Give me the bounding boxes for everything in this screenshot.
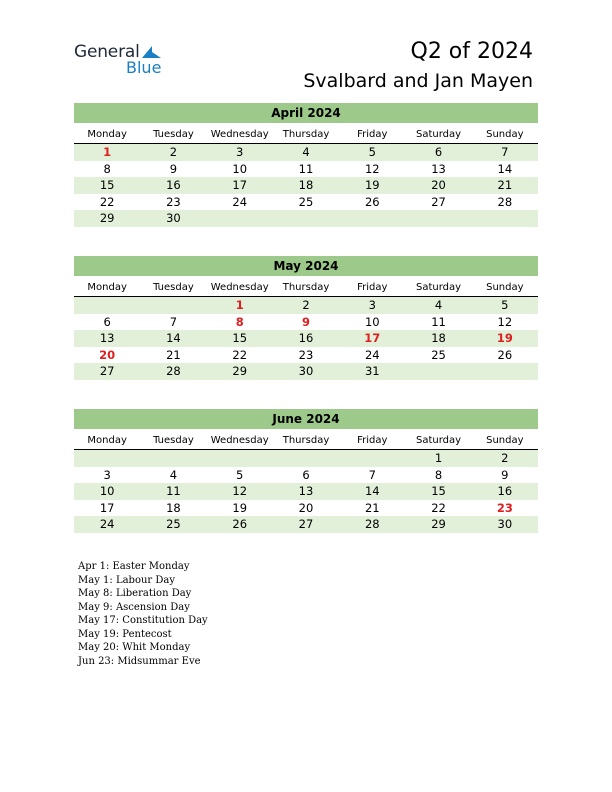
day-cell: 31 [339, 363, 405, 380]
day-cell: 28 [339, 516, 405, 533]
logo-text-blue: Blue [126, 58, 162, 77]
day-cell: 15 [74, 177, 140, 194]
day-cell: 5 [236, 467, 244, 482]
day-cell: 22 [431, 500, 446, 515]
month-calendar-may [74, 256, 538, 380]
day-cell: 4 [405, 297, 471, 314]
day-cell: 18 [166, 500, 181, 515]
day-cell: 29 [74, 210, 140, 227]
day-cell: 5 [339, 144, 405, 161]
day-cell: 27 [431, 194, 446, 209]
holiday-day-cell: 1 [207, 297, 273, 314]
day-cell: 10 [232, 161, 248, 176]
day-cell: 21 [472, 177, 538, 194]
weekday-header: Monday [74, 127, 140, 144]
day-cell: 29 [207, 363, 273, 380]
day-cell: 25 [431, 347, 446, 362]
month-calendar-april [74, 103, 538, 227]
empty-day-cell [273, 210, 339, 227]
day-cell: 28 [140, 363, 206, 380]
weekday-header: Saturday [405, 433, 471, 450]
weekday-header: Friday [339, 433, 405, 450]
month-title: April 2024 [74, 103, 538, 123]
day-cell: 20 [298, 500, 314, 515]
empty-day-cell [405, 210, 471, 227]
holiday-note: May 20: Whit Monday [78, 642, 191, 653]
weekday-header: Monday [74, 433, 140, 450]
day-cell: 19 [339, 177, 405, 194]
day-cell: 24 [74, 516, 140, 533]
day-cell: 3 [339, 297, 405, 314]
day-cell: 9 [169, 161, 178, 176]
holiday-note: May 9: Ascension Day [78, 601, 190, 613]
day-cell: 20 [405, 177, 471, 194]
day-cell: 3 [103, 467, 111, 482]
day-cell: 27 [74, 363, 140, 380]
empty-day-cell [140, 297, 206, 314]
holiday-note: Apr 1: Easter Monday [78, 561, 190, 572]
empty-day-cell [339, 450, 405, 467]
day-cell: 30 [140, 210, 206, 227]
day-cell: 18 [405, 330, 471, 347]
day-cell: 16 [273, 330, 339, 347]
day-cell: 11 [298, 161, 314, 176]
day-cell: 30 [273, 363, 339, 380]
logo-text-general: General [74, 42, 140, 62]
day-cell: 16 [472, 483, 538, 500]
holiday-day-cell: 19 [472, 330, 538, 347]
day-cell: 12 [497, 314, 513, 329]
weekday-header: Thursday [273, 280, 339, 297]
day-cell: 17 [207, 177, 273, 194]
day-cell: 6 [302, 467, 310, 482]
holiday-note: May 1: Labour Day [78, 574, 175, 586]
day-cell: 25 [298, 194, 314, 209]
weekday-header: Saturday [405, 127, 471, 144]
day-cell: 23 [298, 347, 314, 362]
calendar-grid [74, 433, 538, 533]
calendar-grid [74, 127, 538, 227]
day-cell: 8 [434, 467, 443, 482]
day-cell: 15 [405, 483, 471, 500]
holiday-day-cell: 20 [99, 347, 116, 362]
empty-day-cell [207, 450, 273, 467]
holiday-notes [78, 560, 208, 668]
day-cell: 12 [207, 483, 273, 500]
day-cell: 23 [166, 194, 181, 209]
day-cell: 26 [364, 194, 380, 209]
day-cell: 11 [140, 483, 206, 500]
day-cell: 22 [99, 194, 115, 209]
day-cell: 15 [207, 330, 273, 347]
month-title: May 2024 [74, 256, 538, 276]
holiday-day-cell: 23 [496, 500, 513, 515]
holiday-day-cell: 8 [235, 314, 244, 329]
empty-day-cell [472, 210, 538, 227]
empty-day-cell [472, 363, 538, 380]
empty-day-cell [207, 210, 273, 227]
day-cell: 28 [497, 194, 513, 209]
day-cell: 21 [364, 500, 380, 515]
weekday-header: Friday [339, 280, 405, 297]
day-cell: 2 [472, 450, 538, 467]
page-title: Q2 of 2024 [410, 39, 533, 64]
empty-day-cell [273, 450, 339, 467]
day-cell: 9 [501, 467, 509, 482]
month-title: June 2024 [74, 409, 538, 429]
weekday-header: Saturday [405, 280, 471, 297]
day-cell: 4 [169, 467, 178, 482]
day-cell: 18 [273, 177, 339, 194]
brand-logo [74, 42, 174, 78]
day-cell: 19 [232, 500, 248, 515]
day-cell: 24 [364, 347, 380, 362]
weekday-header: Tuesday [140, 433, 206, 450]
day-cell: 12 [364, 161, 380, 176]
day-cell: 14 [339, 483, 405, 500]
day-cell: 1 [405, 450, 471, 467]
day-cell: 7 [472, 144, 538, 161]
holiday-note: May 8: Liberation Day [78, 588, 192, 599]
day-cell: 7 [368, 467, 376, 482]
weekday-header: Thursday [273, 127, 339, 144]
month-calendar-june [74, 409, 538, 533]
day-cell: 4 [273, 144, 339, 161]
holiday-day-cell: 9 [301, 314, 310, 329]
day-cell: 10 [74, 483, 140, 500]
holiday-note: May 17: Constitution Day [78, 615, 208, 626]
day-cell: 17 [99, 500, 115, 515]
day-cell: 5 [472, 297, 538, 314]
day-cell: 16 [140, 177, 206, 194]
logo-triangle-icon [140, 44, 162, 60]
day-cell: 21 [166, 347, 181, 362]
weekday-header: Tuesday [140, 280, 206, 297]
empty-day-cell [74, 450, 140, 467]
day-cell: 30 [472, 516, 538, 533]
weekday-header: Wednesday [207, 433, 273, 450]
day-cell: 11 [431, 314, 446, 329]
day-cell: 10 [364, 314, 380, 329]
weekday-header: Sunday [472, 127, 538, 144]
weekday-header: Wednesday [207, 280, 273, 297]
weekday-header: Tuesday [140, 127, 206, 144]
weekday-header: Thursday [273, 433, 339, 450]
day-cell: 6 [405, 144, 471, 161]
day-cell: 13 [273, 483, 339, 500]
empty-day-cell [74, 297, 140, 314]
day-cell: 8 [103, 161, 111, 176]
weekday-header: Monday [74, 280, 140, 297]
holiday-day-cell: 17 [339, 330, 405, 347]
day-cell: 2 [140, 144, 206, 161]
day-cell: 13 [431, 161, 446, 176]
day-cell: 3 [207, 144, 273, 161]
day-cell: 14 [497, 161, 513, 176]
day-cell: 25 [140, 516, 206, 533]
day-cell: 24 [232, 194, 248, 209]
holiday-note: Jun 23: Midsummar Eve [78, 655, 201, 667]
weekday-header: Wednesday [207, 127, 273, 144]
day-cell: 6 [103, 314, 111, 329]
calendar-grid [74, 280, 538, 380]
day-cell: 7 [169, 314, 178, 329]
weekday-header: Sunday [472, 433, 538, 450]
holiday-note: May 19: Pentecost [78, 628, 172, 640]
day-cell: 26 [207, 516, 273, 533]
day-cell: 27 [273, 516, 339, 533]
day-cell: 2 [273, 297, 339, 314]
day-cell: 13 [74, 330, 140, 347]
day-cell: 26 [497, 347, 513, 362]
day-cell: 14 [140, 330, 206, 347]
empty-day-cell [405, 363, 471, 380]
holiday-day-cell: 1 [74, 144, 140, 161]
weekday-header: Sunday [472, 280, 538, 297]
empty-day-cell [339, 210, 405, 227]
page-subtitle: Svalbard and Jan Mayen [303, 70, 533, 92]
weekday-header: Friday [339, 127, 405, 144]
day-cell: 29 [405, 516, 471, 533]
empty-day-cell [140, 450, 206, 467]
day-cell: 22 [232, 347, 248, 362]
